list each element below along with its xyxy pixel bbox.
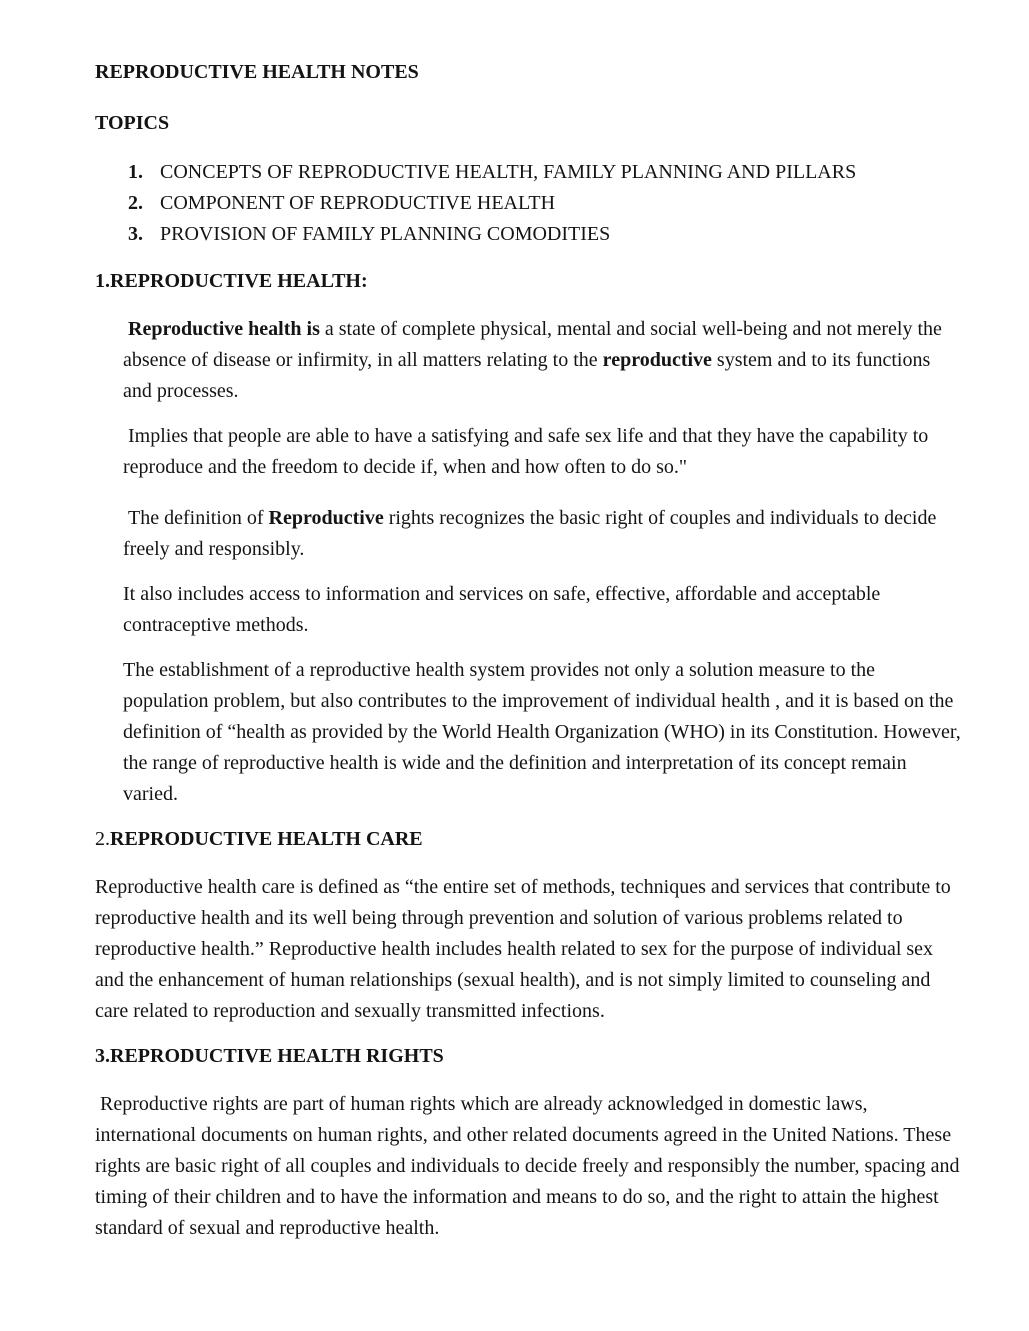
paragraph: The establishment of a reproductive health system provides not only a solution measure to the population problem, but also contributes to the improvement of individual health , and it is based on the definition of “health as provided by the World Health Organization (WHO) in its Constitution. However, the range of reproductive health is wide and the definition and interpretation of its concept remain varied. xyxy=(123,659,966,805)
topic-number: 3. xyxy=(128,223,143,245)
section-heading: 2.REPRODUCTIVE HEALTH CARE xyxy=(95,828,423,850)
topic-item-3 xyxy=(95,219,963,250)
topic-text: PROVISION OF FAMILY PLANNING COMODITIES xyxy=(160,223,611,245)
document-title: REPRODUCTIVE HEALTH NOTES xyxy=(95,61,419,83)
section-heading: 1.REPRODUCTIVE HEALTH: xyxy=(95,270,368,292)
paragraph: The definition of Reproductive rights recognizes the basic right of couples and individuals to decide freely and responsibly. xyxy=(123,507,942,560)
section-heading: 3.REPRODUCTIVE HEALTH RIGHTS xyxy=(95,1045,444,1067)
topics-heading: TOPICS xyxy=(95,112,170,134)
paragraph: Reproductive rights are part of human rights which are already acknowledged in domestic laws, international documents on human rights, and other related documents agreed in the United Nations. These rights are basic right of all couples and individuals to decide freely and responsibly the number, spacing and timing of their children and to have the information and means to do so, and the right to attain the highest standard of sexual and reproductive health. xyxy=(95,1093,965,1239)
topic-item-2 xyxy=(95,188,963,219)
topic-text: COMPONENT OF REPRODUCTIVE HEALTH xyxy=(160,192,556,214)
section-reproductive-health xyxy=(95,266,966,810)
paragraph: It also includes access to information and services on safe, effective, affordable and acceptable contraceptive methods. xyxy=(123,583,886,636)
section-reproductive-health-care xyxy=(95,824,963,1027)
paragraph: Reproductive health care is defined as “the entire set of methods, techniques and services that contribute to reproductive health and its well being through prevention and solution of various problems related to reproductive health.” Reproductive health includes health related to sex for the purpose of individual sex and the enhancement of human relationships (sexual health), and is not simply limited to counseling and care related to reproduction and sexually transmitted infections. xyxy=(95,876,956,1022)
topics-list xyxy=(95,157,963,250)
topic-number: 2. xyxy=(128,192,143,214)
topic-number: 1. xyxy=(128,161,143,183)
paragraph: Implies that people are able to have a satisfying and safe sex life and that they have the capability to reproduce and the freedom to decide if, when and how often to do so." xyxy=(123,425,934,478)
topic-text: CONCEPTS OF REPRODUCTIVE HEALTH, FAMILY PLANNING AND PILLARS xyxy=(160,161,857,183)
topic-item-1 xyxy=(95,157,963,188)
paragraph: Reproductive health is a state of complete physical, mental and social well-being and not merely the absence of disease or infirmity, in all matters relating to the reproductive system and to its functions and processes. xyxy=(123,318,947,402)
section-reproductive-health-rights xyxy=(95,1041,963,1244)
